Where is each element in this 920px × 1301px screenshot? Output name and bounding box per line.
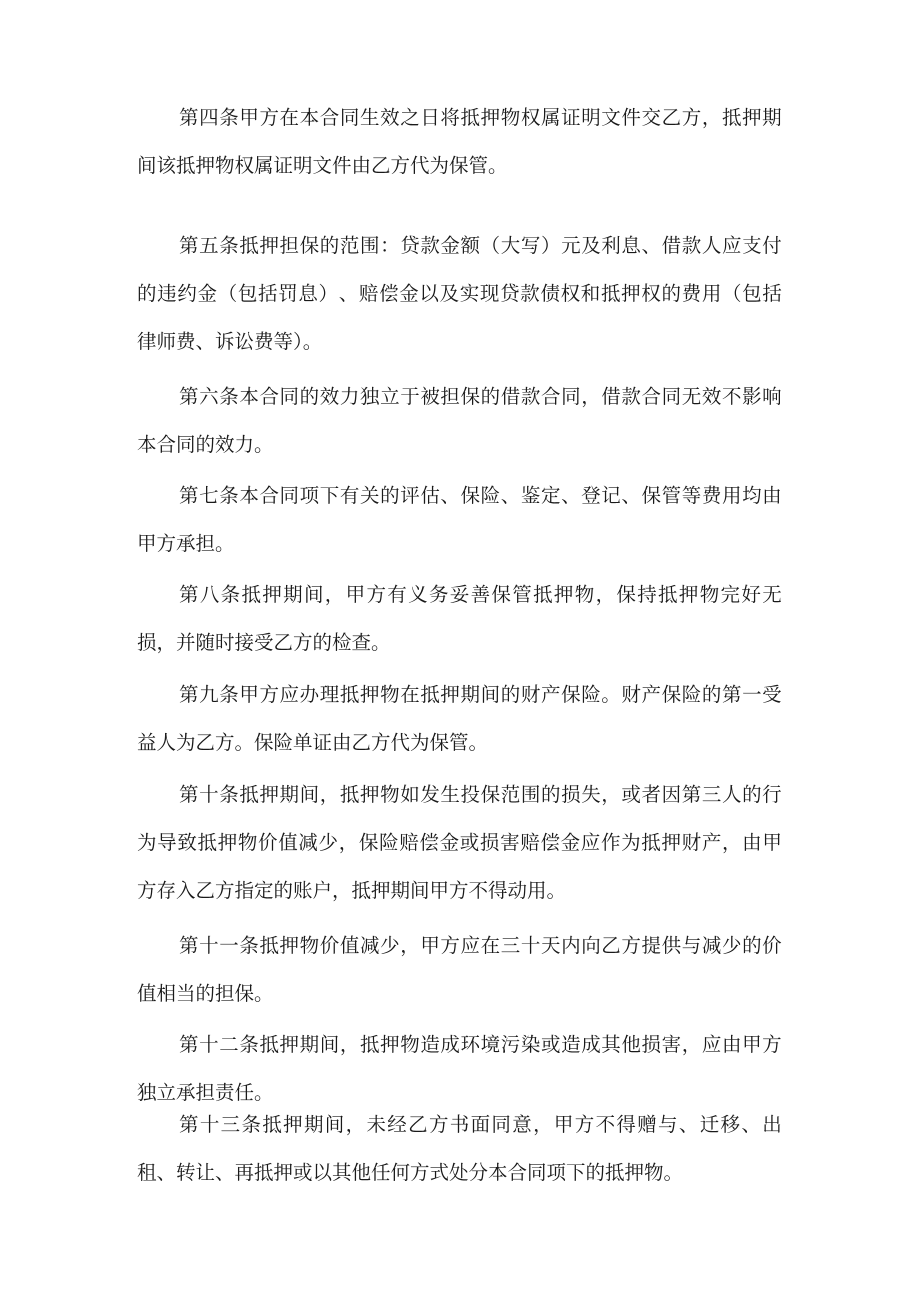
text-line: 的 违 约 金 （ 包 括 罚 息 ） 、 赔 偿 金 以 及 实 现 贷 款 债 权 和 抵 押 权 的 费 用 （ 包 括: [137, 282, 782, 305]
text-line: 值相当的担保。: [137, 982, 274, 1005]
text-line: 为 导 致 抵 押 物 价 值 减 少 ， 保 险 赔 偿 金 或 损 害 赔 偿 金 应 作 为 抵 押 财 产 ， 由 甲: [137, 831, 782, 854]
text-line: 第 七 条 本 合 同 项 下 有 关 的 评 估 、 保 险 、 鉴 定 、 登 记 、 保 管 等 费 用 均 由: [179, 484, 782, 507]
text-line: 第 十 一 条 抵 押 物 价 值 减 少 ， 甲 方 应 在 三 十 天 内 向 乙 方 提 供 与 减 少 的 价: [179, 934, 782, 957]
text-line: 第 四 条 甲 方 在 本 合 同 生 效 之 日 将 抵 押 物 权 属 证 明 文 件 交 乙 方 ， 抵 押 期: [179, 106, 782, 129]
text-line: 第 十 条 抵 押 期 间 ， 抵 押 物 如 发 生 投 保 范 围 的 损 失 ， 或 者 因 第 三 人 的 行: [179, 783, 782, 806]
text-line: 本合同的效力。: [137, 433, 274, 456]
text-line: 第 八 条 抵 押 期 间 ， 甲 方 有 义 务 妥 善 保 管 抵 押 物 ， 保 持 抵 押 物 完 好 无: [179, 583, 782, 606]
text-line: 益人为乙方。保险单证由乙方代为保管。: [137, 731, 489, 754]
text-line: 第 九 条 甲 方 应 办 理 抵 押 物 在 抵 押 期 间 的 财 产 保 险 。 财 产 保 险 的 第 一 受: [179, 683, 782, 706]
text-line: 租、转让、再抵押或以其他任何方式处分本合同项下的抵押物。: [137, 1161, 684, 1184]
text-line: 间该抵押物权属证明文件由乙方代为保管。: [137, 154, 508, 177]
text-line: 甲方承担。: [137, 532, 235, 555]
text-line: 方存入乙方指定的账户，抵押期间甲方不得动用。: [137, 879, 567, 902]
text-line: 第 六 条 本 合 同 的 效 力 独 立 于 被 担 保 的 借 款 合 同 ， 借 款 合 同 无 效 不 影 响: [179, 385, 782, 408]
text-line: 损，并随时接受乙方的检查。: [137, 631, 391, 654]
text-line: 第 五 条 抵 押 担 保 的 范 围 ： 贷 款 金 额 （ 大 写 ） 元 及 利 息 、 借 款 人 应 支 付: [179, 234, 782, 257]
text-line: 律师费、诉讼费等）。: [137, 330, 323, 353]
text-line: 第 十 二 条 抵 押 期 间 ， 抵 押 物 造 成 环 境 污 染 或 造 成 其 他 损 害 ， 应 由 甲 方: [179, 1033, 782, 1056]
text-line: 独立承担责任。: [137, 1081, 274, 1104]
text-line: 第 十 三 条 抵 押 期 间 ， 未 经 乙 方 书 面 同 意 ， 甲 方 不 得 赠 与 、 迁 移 、 出: [179, 1113, 782, 1136]
